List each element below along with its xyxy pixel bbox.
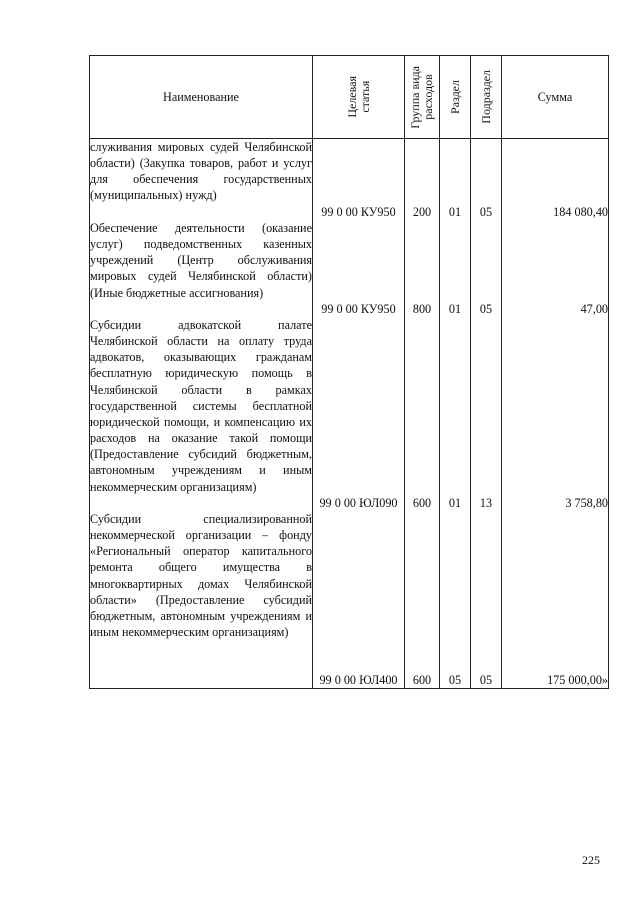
row-section: 01 <box>448 495 462 510</box>
row-name: служивания мировых судей Челябинской области) (Закупка товаров, работ и услуг для обеспечения государственных (муниципальных) нужд) <box>90 140 312 203</box>
row-section: 01 <box>448 204 462 219</box>
row-code: 99 0 00 КУ950 <box>321 204 396 219</box>
row-sum: 47,00 <box>580 301 608 316</box>
header-sum: Сумма <box>502 56 609 139</box>
page-number: 225 <box>582 853 600 867</box>
row-group: 600 <box>412 672 432 687</box>
header-subsection: Подраздел <box>471 56 502 139</box>
row-section: 05 <box>448 672 462 687</box>
row-group: 800 <box>412 301 432 316</box>
row-sum: 175 000,00» <box>547 672 608 687</box>
row-name: Обеспечение деятельности (оказание услуг) подведомственных казенных учреждений (Центр обслуживания мировых судей Челябинской области) (Иные бюджетные ассигнования) <box>90 221 312 300</box>
row-code: 99 0 00 ЮЛ400 <box>319 672 398 687</box>
row-subsection: 05 <box>479 301 493 316</box>
header-group: Группа вида расходов <box>405 56 440 139</box>
header-target: Целевая статья <box>313 56 405 139</box>
row-group: 200 <box>412 204 432 219</box>
row-subsection: 05 <box>479 672 493 687</box>
budget-table <box>89 55 609 689</box>
header-name: Наименование <box>90 56 313 139</box>
table-header-row <box>90 56 609 139</box>
row-name: Субсидии специализированной некоммерческой организации – фонду «Региональный оператор капитального ремонта общего имущества в многоквартирных домах Челябинской области» (Предоставление субсидий бюджетным, автономным учреждениям и иным некоммерческим организациям) <box>90 512 312 640</box>
row-subsection: 05 <box>479 204 493 219</box>
row-section: 01 <box>448 301 462 316</box>
table-row <box>90 317 609 511</box>
row-code: 99 0 00 ЮЛ090 <box>319 495 398 510</box>
header-section: Раздел <box>440 56 471 139</box>
row-sum: 3 758,80 <box>565 495 608 510</box>
row-code: 99 0 00 КУ950 <box>321 301 396 316</box>
row-name: Субсидии адвокатской палате Челябинской области на оплату труда адвокатов, оказывающих гражданам бесплатную юридическую помощь в Челябинской области в рамках государственной системы бесплатной юридической помощи, и компенсацию их расходов на оказание такой помощи (Предоставление субсидий бюджетным, автономным учреждениям и иным некоммерческим организациям) <box>90 318 312 494</box>
row-subsection: 13 <box>479 495 493 510</box>
row-sum: 184 080,40 <box>553 204 608 219</box>
table-row <box>90 139 609 221</box>
row-group: 600 <box>412 495 432 510</box>
table-row <box>90 220 609 317</box>
table-row <box>90 511 609 689</box>
